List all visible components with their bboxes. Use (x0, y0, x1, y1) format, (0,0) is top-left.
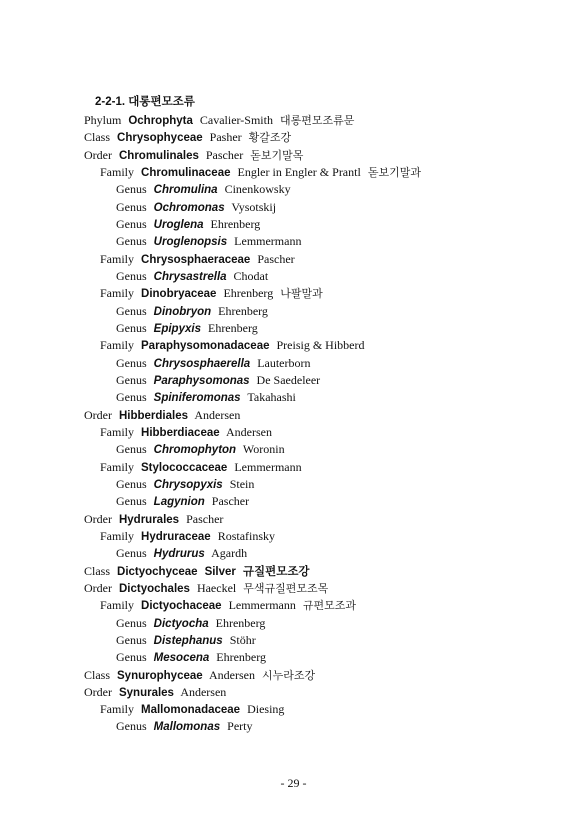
taxonomy-list (0, 112, 587, 736)
taxon-authority: Andersen (225, 424, 272, 439)
taxon-authority: De Saedeleer (256, 372, 321, 387)
taxon-name: Hibberdiaceae (141, 426, 220, 439)
taxon-authority: Pascher (257, 251, 295, 266)
taxon-row-class (0, 667, 587, 684)
taxon-row-genus (0, 199, 587, 216)
taxon-row-order (0, 684, 587, 701)
taxon-korean: 규질편모조강 (242, 565, 310, 578)
taxon-row-order (0, 147, 587, 164)
page-number: - 29 - (280, 776, 307, 790)
taxon-name: Distephanus (153, 634, 223, 647)
taxon-rank: Genus (116, 476, 147, 491)
taxon-authority: Rostafinsky (217, 528, 276, 543)
taxon-name: Chrysosphaerella (153, 357, 251, 370)
taxon-authority: Ehrenberg (210, 216, 261, 231)
taxon-row-genus (0, 355, 587, 372)
taxon-name: Synurales (118, 686, 174, 699)
taxon-row-family (0, 285, 587, 302)
taxon-rank: Order (84, 684, 112, 699)
taxon-name: Ochrophyta (128, 115, 193, 127)
taxon-row-genus (0, 545, 587, 562)
taxon-name: Dictyochaceae (141, 600, 222, 613)
taxon-rank: Genus (116, 546, 147, 561)
taxon-korean: 황갈조강 (248, 131, 292, 145)
taxon-row-family (0, 597, 587, 614)
taxon-rank: Family (100, 286, 135, 301)
taxon-row-family (0, 164, 587, 181)
taxon-rank: Class (84, 667, 111, 682)
taxon-rank: Genus (116, 320, 147, 335)
taxon-name: Hydrurales (118, 513, 180, 526)
taxon-name: Mallomonadaceae (141, 704, 241, 717)
taxon-name: Dinobryaceae (141, 288, 217, 301)
taxon-rank: Order (84, 147, 112, 162)
taxon-authority: Vysotskij (231, 199, 277, 214)
taxon-row-phylum (0, 112, 587, 129)
taxon-rank: Phylum (84, 113, 122, 127)
taxon-authority: Andersen (194, 407, 241, 422)
taxon-authority: Pascher (186, 511, 224, 526)
taxon-name: Chromophyton (153, 444, 237, 457)
taxon-name: Chromulinaceae (141, 166, 231, 179)
taxon-row-genus (0, 233, 587, 250)
taxon-name: Dictyocha (153, 617, 209, 630)
taxon-name: Chrysosphaeraceae (141, 253, 251, 266)
taxon-rank: Family (100, 702, 135, 717)
taxon-name: Chromulina (153, 184, 218, 197)
taxon-korean: 돋보기말과 (367, 165, 421, 179)
taxon-authority: Lauterborn (257, 355, 311, 370)
taxon-authority: Chodat (233, 268, 269, 283)
taxon-row-order (0, 511, 587, 528)
taxon-korean: 대롱편모조류문 (279, 114, 355, 127)
taxon-rank: Genus (116, 303, 147, 318)
taxon-row-class (0, 563, 587, 580)
taxon-rank: Order (84, 511, 112, 526)
taxon-name: Uroglenopsis (153, 236, 228, 249)
taxon-rank: Genus (116, 234, 147, 249)
taxon-name: Dinobryon (153, 305, 212, 318)
taxon-name: Uroglena (153, 218, 204, 231)
taxon-authority: Ehrenberg (218, 303, 268, 318)
taxon-rank: Genus (116, 182, 147, 197)
taxon-row-order (0, 407, 587, 424)
section-heading: 2-2-1. 대롱편모조류 (95, 96, 195, 108)
taxon-name: Chrysopyxis (153, 478, 223, 491)
taxon-authority: Ehrenberg (216, 650, 267, 665)
taxon-rank: Genus (116, 355, 147, 370)
taxon-korean: 돋보기말목 (250, 148, 304, 162)
taxon-authority: Pasher (209, 130, 242, 145)
taxon-rank: Genus (116, 199, 147, 214)
taxon-authority: Lemmermann (228, 598, 296, 613)
taxon-name: Mesocena (153, 652, 210, 665)
taxon-rank: Order (84, 580, 112, 595)
taxon-authority: Lemmermann (234, 234, 302, 249)
taxon-name: Stylococcaceae (141, 461, 228, 474)
taxon-rank: Family (100, 459, 135, 474)
taxon-rank: Genus (116, 632, 147, 647)
taxon-authority: Stöhr (229, 632, 256, 647)
taxon-row-genus (0, 632, 587, 649)
taxon-rank: Class (84, 130, 111, 145)
taxon-authority: Perty (227, 719, 253, 734)
taxon-row-family (0, 528, 587, 545)
taxon-name: Lagynion (153, 496, 205, 509)
taxon-authority: Andersen (180, 684, 227, 699)
taxon-authority: Engler in Engler & Prantl (237, 164, 361, 179)
taxon-row-genus (0, 441, 587, 458)
taxon-korean: 나팔말과 (280, 287, 323, 301)
taxon-row-genus (0, 615, 587, 632)
taxon-rank: Family (100, 164, 135, 179)
taxon-rank: Genus (116, 494, 147, 509)
taxon-authority: Ehrenberg (215, 615, 266, 630)
taxon-authority: Ehrenberg (207, 320, 258, 335)
taxon-authority: Andersen (209, 667, 255, 682)
taxon-row-family (0, 251, 587, 268)
taxon-rank: Class (84, 563, 111, 578)
taxon-authority: Woronin (242, 442, 285, 457)
taxon-name: Spiniferomonas (153, 392, 241, 405)
taxon-authority: Ehrenberg (223, 286, 274, 301)
taxon-name: Hydruraceae (141, 530, 211, 543)
taxon-row-genus (0, 181, 587, 198)
taxon-row-genus (0, 476, 587, 493)
taxon-korean: 무색규질편모조목 (243, 581, 329, 595)
taxon-row-genus (0, 303, 587, 320)
taxon-row-family (0, 459, 587, 476)
taxon-row-genus (0, 389, 587, 406)
taxon-rank: Family (100, 338, 135, 353)
taxon-name: Mallomonas (153, 721, 221, 734)
taxon-authority: Preisig & Hibberd (276, 338, 365, 353)
taxon-rank: Genus (116, 216, 147, 231)
taxon-rank: Family (100, 528, 135, 543)
taxon-name: Chrysophyceae (117, 132, 203, 145)
taxon-rank: Family (100, 424, 135, 439)
taxon-rank: Genus (116, 719, 147, 734)
taxon-authority: Cavalier-Smith (199, 113, 273, 127)
taxon-name: Paraphysomonas (153, 374, 250, 387)
taxon-row-genus (0, 216, 587, 233)
taxon-rank: Order (84, 407, 112, 422)
taxon-rank: Genus (116, 442, 147, 457)
taxon-row-class (0, 129, 587, 146)
taxon-name: Synurophyceae (117, 669, 203, 682)
taxon-rank: Genus (116, 390, 147, 405)
taxon-row-genus (0, 372, 587, 389)
taxon-name: Chrysastrella (153, 270, 227, 283)
taxon-name: Dictyochyceae (117, 565, 198, 578)
taxon-name: Epipyxis (153, 322, 201, 335)
taxon-authority: Takahashi (247, 390, 296, 405)
taxon-row-order (0, 580, 587, 597)
taxon-rank: Genus (116, 615, 147, 630)
taxon-rank: Genus (116, 372, 147, 387)
taxon-name: Paraphysomonadaceae (141, 340, 270, 353)
taxon-row-genus (0, 268, 587, 285)
taxon-name: Dictyochales (118, 582, 190, 595)
taxon-row-genus (0, 649, 587, 666)
taxon-authority: Stein (229, 476, 255, 491)
taxon-row-genus (0, 493, 587, 510)
taxon-rank: Family (100, 251, 135, 266)
taxon-row-family (0, 424, 587, 441)
taxon-authority: Silver (204, 565, 236, 578)
taxon-name: Ochromonas (153, 201, 225, 214)
taxon-korean: 시누라조강 (262, 668, 316, 682)
taxon-authority: Diesing (247, 702, 285, 717)
taxon-rank: Genus (116, 268, 147, 283)
taxon-rank: Family (100, 598, 135, 613)
taxon-name: Chromulinales (118, 149, 199, 162)
taxon-row-genus (0, 320, 587, 337)
taxon-row-family (0, 701, 587, 718)
taxon-authority: Agardh (211, 546, 248, 561)
taxon-row-genus (0, 718, 587, 735)
taxon-rank: Genus (116, 650, 147, 665)
taxon-authority: Pascher (205, 147, 244, 162)
taxon-name: Hydrurus (153, 548, 205, 561)
taxon-korean: 규편모조과 (302, 599, 357, 613)
taxon-authority: Pascher (211, 494, 250, 509)
taxon-authority: Haeckel (196, 580, 237, 595)
taxon-authority: Lemmermann (234, 459, 302, 474)
taxon-authority: Cinenkowsky (224, 182, 291, 197)
taxon-name: Hibberdiales (118, 409, 189, 422)
taxon-row-family (0, 337, 587, 354)
